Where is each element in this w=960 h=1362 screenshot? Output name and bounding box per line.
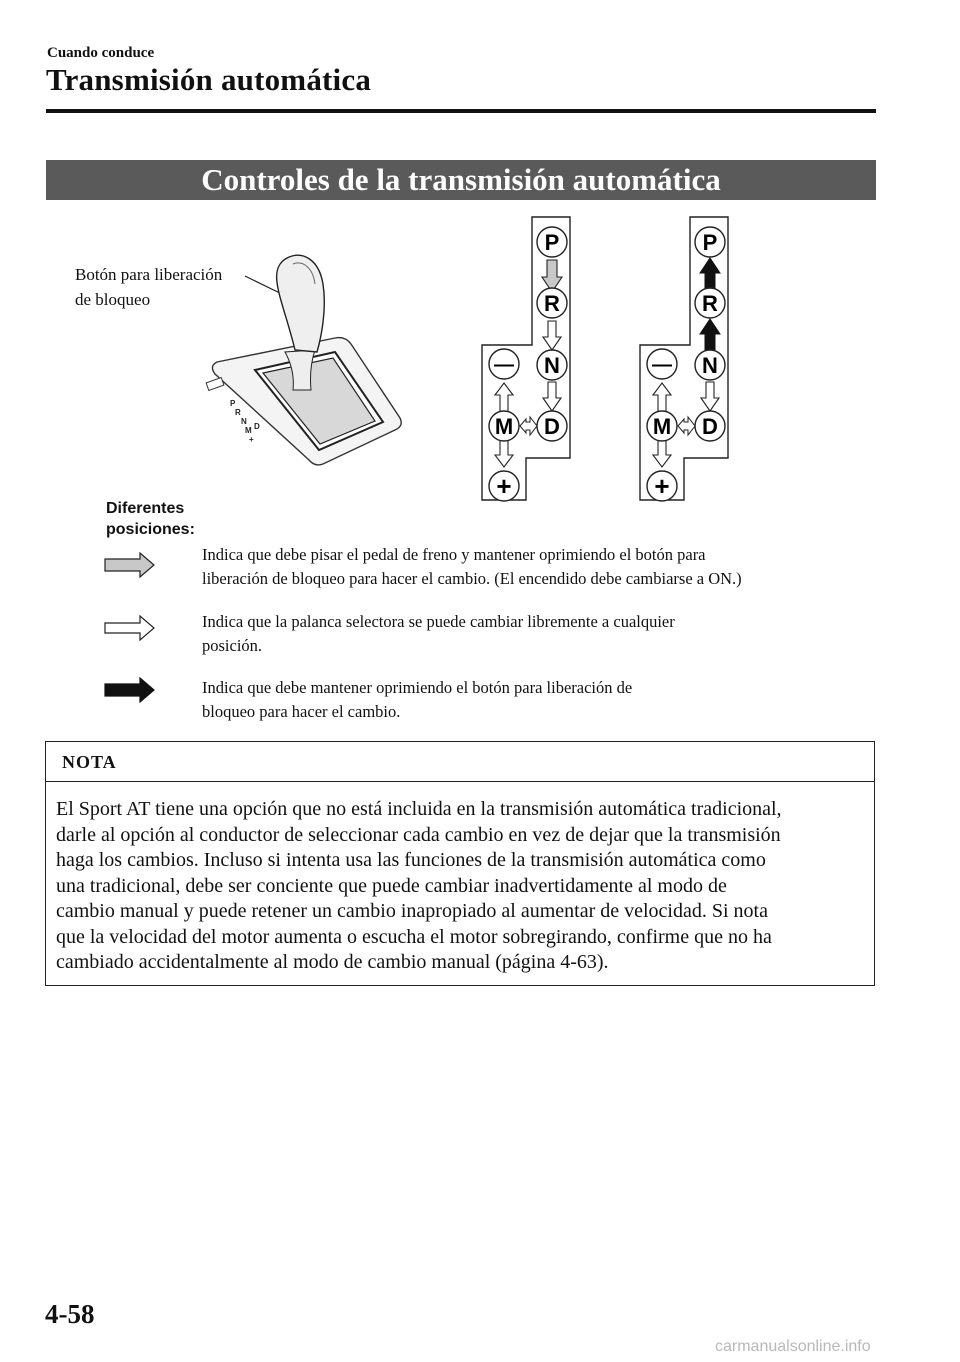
note-body xyxy=(56,797,871,976)
gate-letter-d: D xyxy=(544,414,560,439)
plate-letter-r: R xyxy=(235,408,241,417)
note-line: cambiado accidentalmente al modo de cambio manual (página 4-63). xyxy=(56,951,609,973)
note-title: NOTA xyxy=(62,752,117,772)
gate-letter-r: R xyxy=(544,291,560,316)
note-line: El Sport AT tiene una opción que no está incluida en la transmisión automática tradicional, xyxy=(56,798,782,820)
positions-label xyxy=(106,498,195,540)
legend-black-line2: bloqueo para hacer el cambio. xyxy=(202,702,401,721)
legend-white-arrow-icon xyxy=(104,615,156,641)
gate-letter-p: P xyxy=(702,230,718,255)
title-rule xyxy=(46,109,876,113)
plate-letter-m: M xyxy=(245,426,252,435)
legend-gray-line2: liberación de bloqueo para hacer el cambio. (El encendido debe cambiarse a ON.) xyxy=(202,569,742,588)
release-button-label-line1: Botón para liberación xyxy=(75,265,223,284)
legend-black-line1: Indica que debe mantener oprimiendo el botón para liberación de xyxy=(202,678,633,697)
shift-lever-illustration xyxy=(195,240,410,470)
plate-letter-plus: + xyxy=(249,435,254,444)
legend-item-white xyxy=(202,610,862,658)
legend-white-line2: posición. xyxy=(202,636,263,655)
legend-gray-line1: Indica que debe pisar el pedal de freno y mantener oprimiendo el botón para xyxy=(202,545,706,564)
note-header xyxy=(46,742,874,782)
note-line: cambio manual y puede retener un cambio inapropiado al aumentar de velocidad. Si nota xyxy=(56,900,768,922)
gate-letter-r: R xyxy=(702,291,718,316)
note-line: que la velocidad del motor aumenta o escucha el motor sobregirando, confirme que no ha xyxy=(56,925,772,948)
legend-white-line1: Indica que la palanca selectora se puede cambiar libremente a cualquier xyxy=(202,612,675,631)
note-line: haga los cambios. Incluso si intenta usa las funciones de la transmisión automática como xyxy=(56,849,766,871)
note-line: darle al opción al conductor de seleccionar cada cambio en vez de dejar que la transmisión xyxy=(56,823,781,846)
plate-letter-p: P xyxy=(230,399,236,408)
watermark: carmanualsonline.info xyxy=(715,1338,871,1355)
gate-letter-n: N xyxy=(702,353,718,378)
page-title: Transmisión automática xyxy=(46,62,372,97)
gate-sign-plus: + xyxy=(496,471,512,501)
positions-label-line1: Diferentes xyxy=(106,500,185,517)
note-box xyxy=(45,741,875,986)
shift-gate-diagram-left xyxy=(480,215,575,505)
gate-sign-plus: + xyxy=(654,471,670,501)
gate-letter-p: P xyxy=(544,230,560,255)
plate-letter-d: D xyxy=(254,422,260,431)
shift-gate-diagram-right xyxy=(638,215,733,505)
release-button-label-line2: de bloqueo xyxy=(75,290,151,309)
gate-letter-n: N xyxy=(544,353,560,378)
positions-label-line2: posiciones: xyxy=(106,521,195,538)
plate-slot xyxy=(206,378,224,391)
gate-letter-d: D xyxy=(702,414,718,439)
section-banner: Controles de la transmisión automática xyxy=(46,160,876,200)
gate-sign-minus: — xyxy=(652,354,672,376)
legend-black-arrow-icon xyxy=(104,677,156,703)
gate-letter-m: M xyxy=(652,414,672,439)
legend-item-black xyxy=(202,676,862,724)
section-label: Cuando conduce xyxy=(47,45,155,61)
legend-gray-arrow-icon xyxy=(104,552,156,578)
plate-letter-n: N xyxy=(241,417,247,426)
gate-letter-m: M xyxy=(494,414,514,439)
shift-knob xyxy=(277,255,325,352)
gate-sign-minus: — xyxy=(494,354,514,376)
page-number: 4-58 xyxy=(45,1299,95,1329)
legend-item-gray xyxy=(202,543,862,591)
note-line: una tradicional, debe ser conciente que puede cambiar inadvertidamente al modo de xyxy=(56,874,727,897)
